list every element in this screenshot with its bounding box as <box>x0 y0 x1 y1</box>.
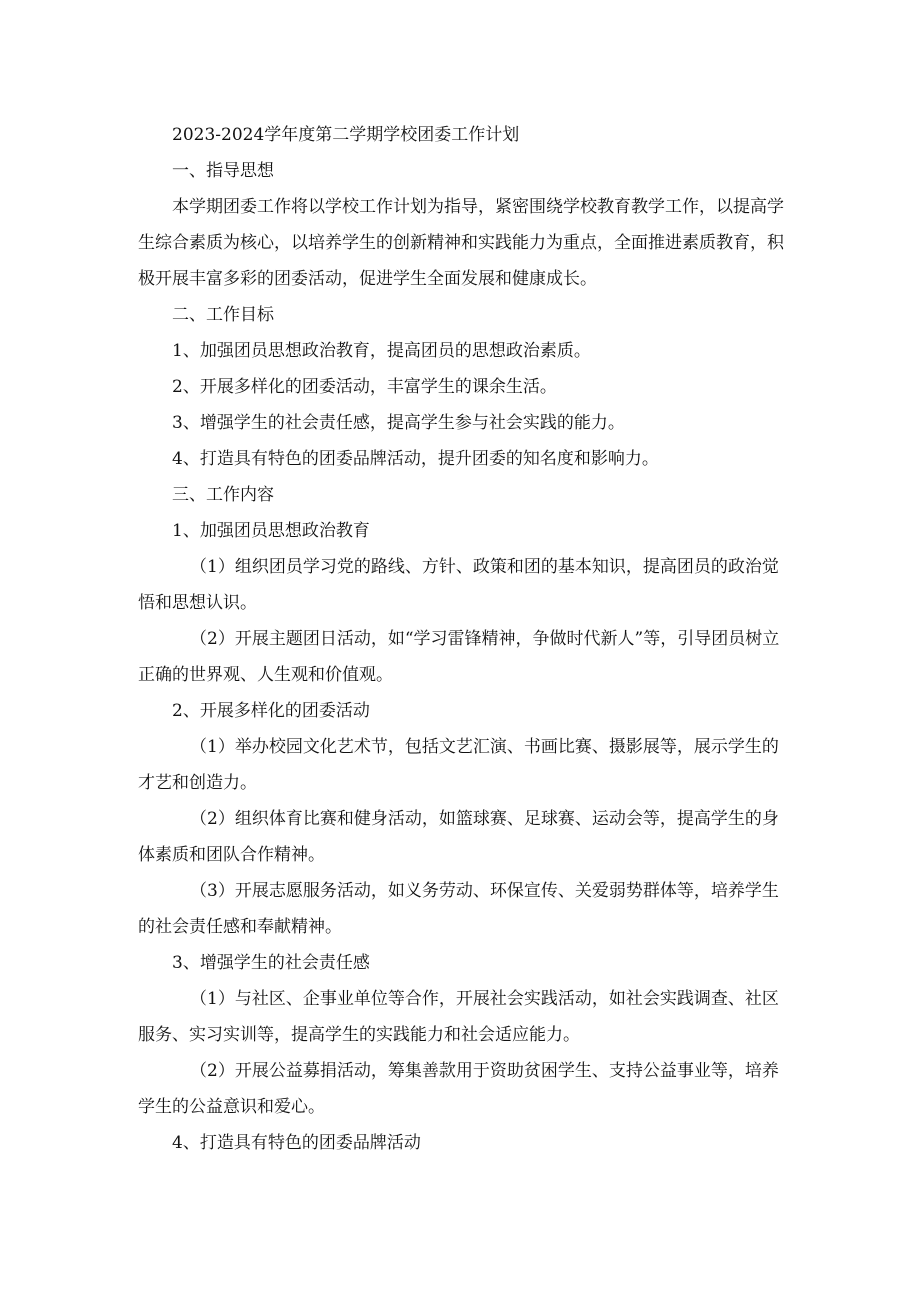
paragraph-guiding-ideology: 本学期团委工作将以学校工作计划为指导，紧密围绕学校教育教学工作，以提高学生综合素质为核心，以培养学生的创新精神和实践能力为重点，全面推进素质教育，积极开展丰富多彩的团委活动，促进学生全面发展和健康成长。 <box>138 197 784 289</box>
section-heading-guiding-ideology: 一、指导思想 <box>172 161 274 181</box>
goal-item: 3、增强学生的社会责任感，提高学生参与社会实践的能力。 <box>172 413 625 433</box>
subsection-heading-brand-activities: 4、打造具有特色的团委品牌活动 <box>172 1133 421 1153</box>
goal-item: 4、打造具有特色的团委品牌活动，提升团委的知名度和影响力。 <box>172 449 659 469</box>
goal-item: 2、开展多样化的团委活动，丰富学生的课余生活。 <box>172 377 557 397</box>
section-heading-work-content: 三、工作内容 <box>172 485 274 505</box>
content-item: （3）开展志愿服务活动，如义务劳动、环保宣传、关爱弱势群体等，培养学生的社会责任感和奉献精神。 <box>138 881 779 937</box>
subsection-heading-social-responsibility: 3、增强学生的社会责任感 <box>172 953 370 973</box>
subsection-heading-political-education: 1、加强团员思想政治教育 <box>172 521 370 541</box>
content-item: （1）与社区、企事业单位等合作，开展社会实践活动，如社会实践调查、社区服务、实习实训等，提高学生的实践能力和社会适应能力。 <box>138 989 779 1045</box>
section-heading-work-goals: 二、工作目标 <box>172 305 274 325</box>
subsection-heading-diverse-activities: 2、开展多样化的团委活动 <box>172 701 370 721</box>
content-item: （2）开展主题团日活动，如“学习雷锋精神，争做时代新人”等，引导团员树立正确的世界观、人生观和价值观。 <box>138 629 780 685</box>
document-body <box>138 117 788 1161</box>
document-title: 2023-2024学年度第二学期学校团委工作计划 <box>172 125 520 145</box>
content-item: （1）组织团员学习党的路线、方针、政策和团的基本知识，提高团员的政治觉悟和思想认识。 <box>138 557 779 613</box>
content-item: （1）举办校园文化艺术节，包括文艺汇演、书画比赛、摄影展等，展示学生的才艺和创造力。 <box>138 737 779 793</box>
content-item: （2）组织体育比赛和健身活动，如篮球赛、足球赛、运动会等，提高学生的身体素质和团队合作精神。 <box>138 809 779 865</box>
goal-item: 1、加强团员思想政治教育，提高团员的思想政治素质。 <box>172 341 591 361</box>
content-item: （2）开展公益募捐活动，筹集善款用于资助贫困学生、支持公益事业等，培养学生的公益意识和爱心。 <box>138 1061 779 1117</box>
